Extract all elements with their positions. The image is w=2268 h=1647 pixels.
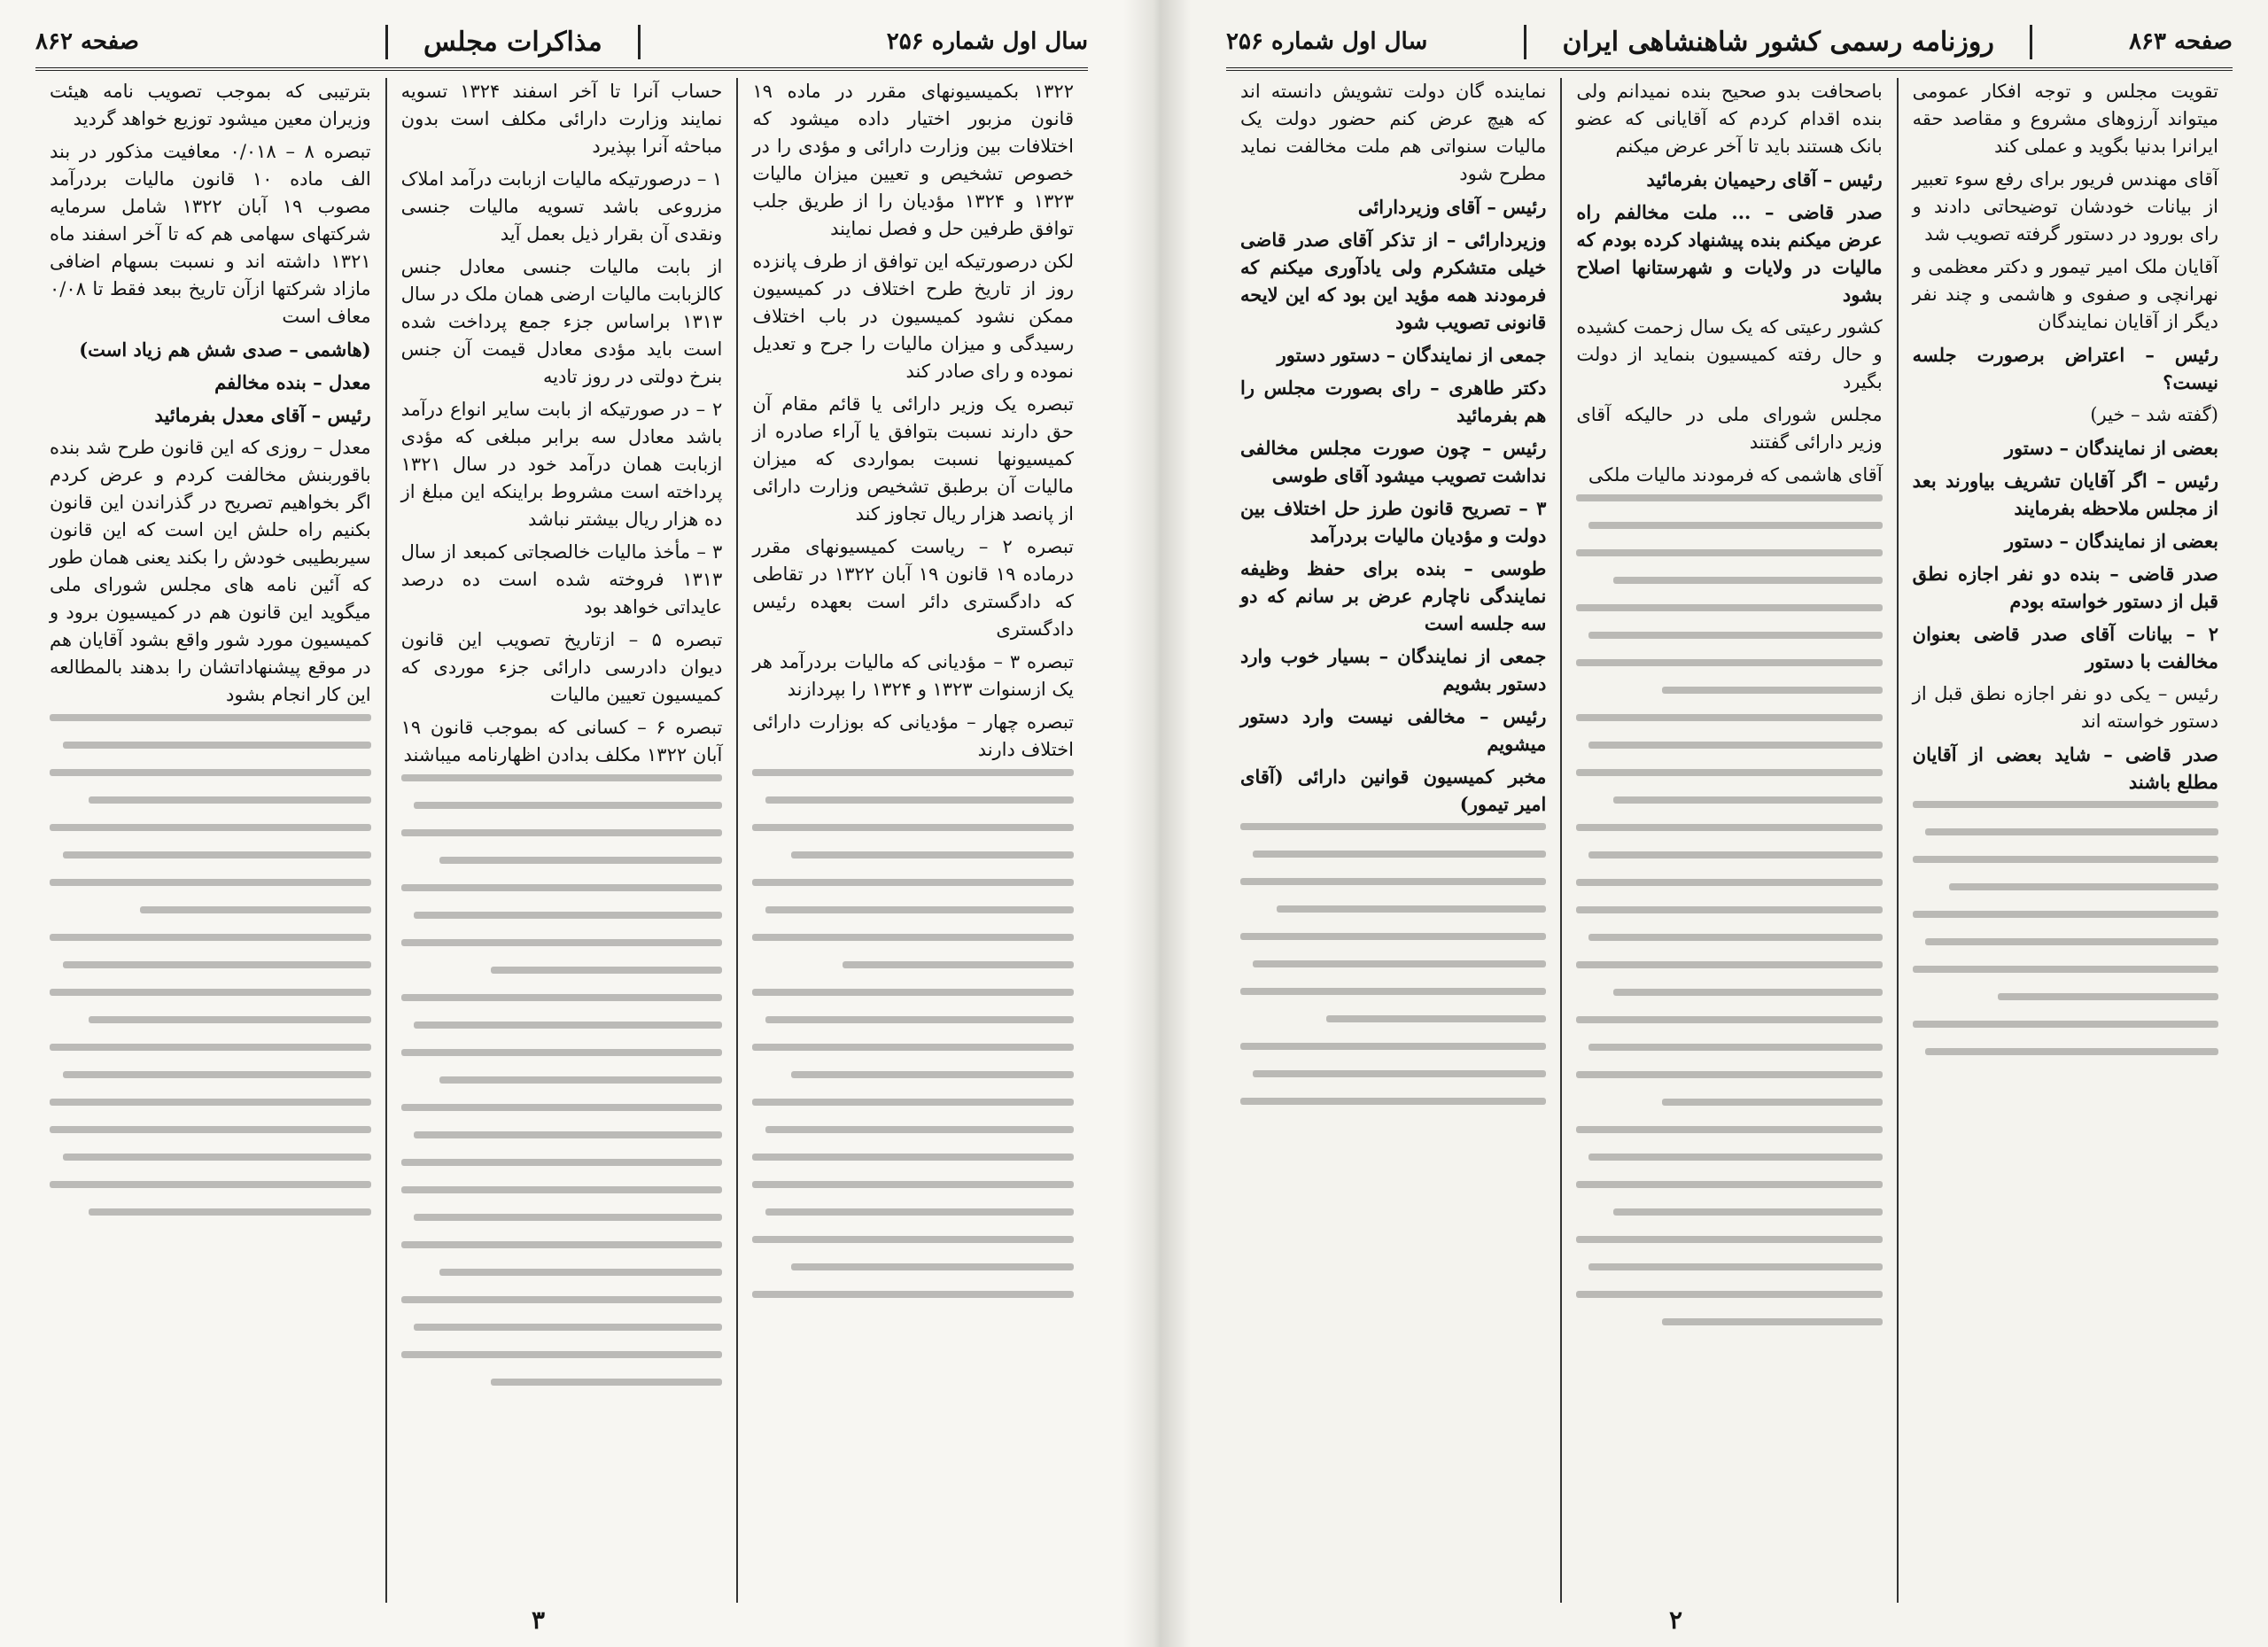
paragraph: ۱۳۲۲ بکمیسیونهای مقرر در ماده ۱۹ قانون مزبور اختیار داده میشود که اختلافات بین وزارت دارائی و مؤدی را در خصوص تشخیص و تعیین میزان مالیات ۱۳۲۳ و ۱۳۲۴ مؤدیان را از طریق جلب توافق طرفین حل و فصل نمایند [752, 81, 1074, 239]
issue-label: سال اول شماره ۲۵۶ [1226, 28, 1428, 55]
speaker-line: جمعی از نمایندگان – دستور دستور [1277, 344, 1547, 366]
speaker-line: معدل – بنده مخالفم [214, 371, 371, 393]
paragraph: لکن درصورتیکه این توافق از طرف پانزده روز از تاریخ طرح اختلاف در کمیسیون ممکن نشود کمیسیون در باب اختلاف رسیدگی و میزان مالیات را جرح و تعدیل نموده و رای صادر کند [752, 251, 1074, 382]
paragraph: تبصره ۵ – ازتاریخ تصویب این قانون دیوان دادرسی دارائی جزء موردی که کمیسیون تعیین مالیات [400, 629, 723, 705]
left-page-columns [35, 78, 1088, 1603]
paragraph: رئیس – یکی دو نفر اجازه نطق قبل از دستور خواسته اند [1912, 683, 2218, 732]
right-page [1191, 0, 2268, 1647]
paragraph: از بابت مالیات جنسی معادل جنس کالزبابت مالیات ارضی همان ملک در سال ۱۳۱۳ براساس جزء جمع پرداخت شده است باید مؤدی معادل قیمت آن جنس بنرخ دولتی در روز تادیه [400, 256, 723, 387]
paragraph: باصحافت بدو صحیح بنده نمیدانم ولی بنده اقدام کردم که آقایانی که عضو بانک هستند باید تا آخر عرض میکنم [1576, 81, 1883, 157]
paragraph: تبصره ۸ – ۰/۰۱۸ معافیت مذکور در بند الف ماده ۱۰ قانون مالیات بردرآمد مصوب ۱۹ آبان ۱۳۲۲ شامل سرمایه شرکتهای سهامی هم که تا آخر اسفند ماه ۱۳۲۱ داشته اند و نسبت بسهام اضافی مازاد شرکتها ازآن تاریخ ببعد فقط تا ۰/۰۸ معاف است [49, 141, 371, 327]
journal-title: مذاکرات مجلس [385, 25, 641, 59]
section-heading: ۲ – بیانات آقای صدر قاضی بعنوان مخالفت با دستور [1912, 623, 2218, 672]
paragraph: کشور رعیتی که یک سال زحمت کشیده و حال رفته کمیسیون بنماید از دولت بگیرد [1576, 316, 1883, 392]
speaker-line: رئیس – آقای رحیمیان بفرمائید [1646, 168, 1883, 190]
paragraph: ۳ – مأخذ مالیات خالصجاتی کمبعد از سال ۱۳۱۳ فروخته شده است ده درصد عایداتی خواهد بود [400, 541, 723, 618]
paragraph: آقای هاشمی که فرمودند مالیات ملکی [1588, 464, 1883, 486]
page-gutter [1123, 0, 1191, 1647]
speaker-line: (هاشمی – صدی شش هم زیاد است) [79, 338, 371, 361]
text-column-3 [35, 78, 385, 1603]
speaker-line: مخبر کمیسیون قوانین دارائی (آقای امیر تیمور) [1240, 765, 1547, 815]
text-column-1 [736, 78, 1088, 1603]
paragraph: معدل – روزی که این قانون طرح شد بنده باقوربنش مخالفت کردم و عرض کردم اگر بخواهیم تصریح در گذراندن این قانون بکنیم راه حلش این است که این قانون سیربطیبی خودش را بکند یعنی همان طور که آئین نامه های مجلس شورای ملی میگوید این قانون هم در کمیسیون برود و کمیسیون مورد شور واقع بشود آقایان هم در موقع پیشنهاداتشان را بدهند بالمطالعه این کار انجام بشود [49, 437, 371, 705]
speaker-line: بعضی از نمایندگان – دستور [2004, 437, 2218, 459]
left-page [0, 0, 1123, 1647]
speaker-line: دکتر طاهری – رای بصورت مجلس را هم بفرمائید [1240, 377, 1547, 426]
body-text-lines [1913, 801, 2218, 1055]
body-text-lines [50, 714, 371, 1216]
paragraph: ۲ – در صورتیکه از بابت سایر انواع درآمد باشد معادل سه برابر مبلغی که مؤدی ازبابت همان درآمد خود در سال ۱۳۲۱ پرداخته است مشروط براینکه این مبلغ از ده هزار ریال بیشتر نباشد [400, 399, 723, 530]
page-folio: ۳ [532, 1605, 546, 1635]
speaker-line: رئیس – چون صورت مجلس مخالفی نداشت تصویب میشود آقای طوسی [1240, 437, 1547, 486]
body-text-lines [752, 769, 1074, 1298]
paragraph: آقای مهندس فریور برای رفع سوء تعبیر از بیانات خودشان توضیحاتی دادند و رای بورود در دستور گرفته تصویب شد [1912, 168, 2218, 245]
paragraph: ۱ – درصورتیکه مالیات ازبابت درآمد املاک مزروعی باشد تسویه مالیات جنسی ونقدی آن بقرار ذیل بعمل آید [400, 168, 723, 245]
text-column-2 [1560, 78, 1896, 1603]
paragraph: تبصره چهار – مؤدیانی که بوزارت دارائی اختلاف دارند [752, 711, 1074, 760]
speaker-line: صدر قاضی – ... ملت مخالفم راه عرض میکنم بنده پیشنهاد کرده بودم که مالیات در ولایات و شهرستانها اصلاح بشود [1576, 201, 1883, 306]
journal-title: روزنامه رسمی کشور شاهنشاهی ایران [1524, 25, 2031, 59]
text-column-2 [385, 78, 737, 1603]
paragraph: تبصره یک وزیر دارائی یا قائم مقام آن حق دارند نسبت بتوافق یا آراء صادره از کمیسیونها نسبت بمواردی که میزان مالیات آن برطبق تشخیص وزارت دارائی از پانصد هزار ریال تجاوز کند [752, 393, 1074, 524]
paragraph: مجلس شورای ملی در حالیکه آقای وزیر دارائی گفتند [1576, 404, 1883, 453]
body-text-lines [1240, 823, 1546, 1105]
paragraph: نماینده گان دولت تشویش دانسته اند که هیچ عرض کنم حضور دولت یک مالیات سنواتی هم ملت مخالفت نماید مطرح شود [1240, 81, 1547, 184]
right-page-header [1226, 16, 2233, 71]
left-page-header [35, 16, 1088, 71]
issue-label: سال اول شماره ۲۵۶ [886, 28, 1088, 55]
speaker-line: صدر قاضی – بنده دو نفر اجازه نطق قبل از دستور خواسته بودم [1912, 563, 2218, 612]
speaker-line: رئیس – اگر آقایان تشریف بیاورند بعد از مجلس ملاحظه بفرمایند [1912, 470, 2218, 519]
paragraph: بترتیبی که بموجب تصویب نامه هیئت وزیران معین میشود توزیع خواهد گردید [49, 81, 371, 129]
paragraph: (گفته شد – خیر) [2090, 404, 2218, 425]
page-folio: ۲ [1669, 1605, 1683, 1635]
speaker-line: رئیس – مخالفی نیست وارد دستور میشویم [1240, 705, 1547, 755]
speaker-line: رئیس – اعتراض برصورت جلسه نیست؟ [1912, 344, 2218, 393]
paragraph: آقایان ملک امیر تیمور و دکتر معظمی و نهرانچی و صفوی و هاشمی و چند نفر دیگر از آقایان نمایندگان [1912, 256, 2218, 332]
section-heading: ۳ – تصریح قانون طرز حل اختلاف بین دولت و مؤدیان مالیات بردرآمد [1240, 497, 1547, 547]
speaker-line: رئیس – آقای معدل بفرمائید [154, 404, 371, 426]
speaker-line: وزیردارائی – از تذکر آقای صدر قاضی خیلی متشکرم ولی یادآوری میکنم که فرمودند همه مؤید این بود که این لایحه قانونی تصویب شود [1240, 229, 1547, 333]
speaker-line: طوسی – بنده برای حفظ وظیفه نمایندگی ناچارم عرض بر سانم که دو سه جلسه است [1240, 557, 1547, 634]
speaker-line: جمعی از نمایندگان – بسیار خوب وارد دستور بشویم [1240, 645, 1547, 695]
paragraph: تبصره ۲ – ریاست کمیسیونهای مقرر درماده ۱۹ قانون ۱۹ آبان ۱۳۲۲ در تقاطی که دادگستری دائر است بعهده رئیس دادگستری [752, 536, 1074, 640]
speaker-line: رئیس – آقای وزیردارائی [1357, 196, 1547, 218]
page-label: صفحه ۸۶۲ [35, 28, 139, 55]
paragraph: حساب آنرا تا آخر اسفند ۱۳۲۴ تسویه نمایند وزارت دارائی مکلف است بدون مباحثه آنرا بپذیرد [400, 81, 723, 157]
right-page-columns [1226, 78, 2233, 1603]
page-label: صفحه ۸۶۳ [2129, 28, 2233, 55]
text-column-1 [1897, 78, 2233, 1603]
body-text-lines [401, 774, 723, 1386]
paragraph: تبصره ۳ – مؤدیانی که مالیات بردرآمد هر یک ازسنوات ۱۳۲۳ و ۱۳۲۴ را بپردازند [752, 651, 1074, 700]
paragraph: تبصره ۶ – کسانی که بموجب قانون ۱۹ آبان ۱۳۲۲ مکلف بدادن اظهارنامه میباشند [400, 717, 723, 765]
paragraph: تقویت مجلس و توجه افکار عمومی میتواند آرزوهای مشروع و مقاصد حقه ایرانرا بدنیا بگوید و عملی کند [1912, 81, 2218, 157]
body-text-lines [1576, 494, 1882, 1325]
speaker-line: صدر قاضی – شاید بعضی از آقایان مطلع باشند [1912, 743, 2218, 793]
speaker-line: بعضی از نمایندگان – دستور [2004, 530, 2218, 552]
text-column-3 [1226, 78, 1560, 1603]
